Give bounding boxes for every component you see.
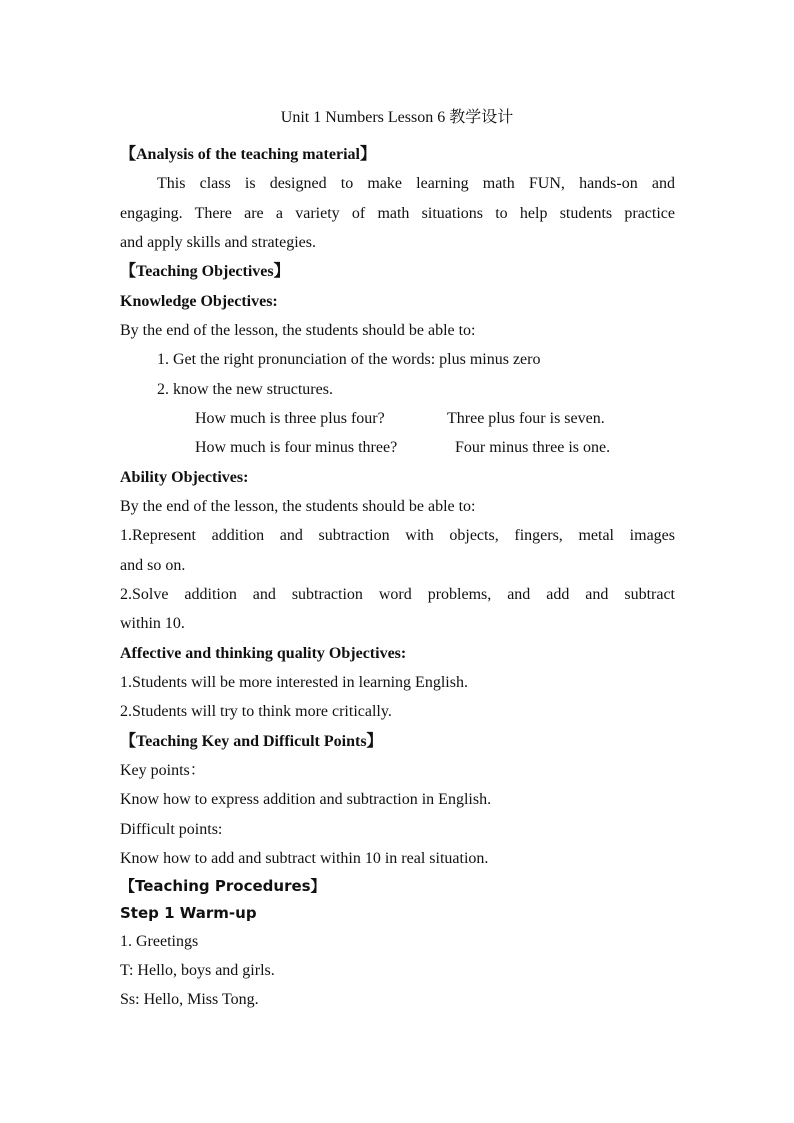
procedure-item: 1. Greetings xyxy=(120,933,199,950)
document-title: Unit 1 Numbers Lesson 6 教学设计 xyxy=(280,109,514,126)
structure-answer: Three plus four is seven. xyxy=(447,410,605,427)
objectives-heading: 【Teaching Objectives】 xyxy=(120,263,290,280)
ability-item-line: 1.Represent addition and subtraction with objects, fingers, metal images xyxy=(120,527,675,544)
knowledge-item: 1. Get the right pronunciation of the words: plus minus zero xyxy=(157,351,541,368)
analysis-paragraph-line: engaging. There are a variety of math situations to help students practice xyxy=(120,205,675,222)
dialogue-line: Ss: Hello, Miss Tong. xyxy=(120,991,259,1008)
key-points-text: Know how to express addition and subtraction in English. xyxy=(120,791,492,808)
structure-question: How much is three plus four? xyxy=(195,410,385,427)
dialogue-line: T: Hello, boys and girls. xyxy=(120,962,275,979)
difficult-points-text: Know how to add and subtract within 10 in real situation. xyxy=(120,850,489,867)
procedures-heading: 【Teaching Procedures】 xyxy=(120,877,326,895)
key-points-label: Key points： xyxy=(120,762,206,779)
affective-item: 1.Students will be more interested in learning English. xyxy=(120,674,468,691)
step-heading: Step 1 Warm-up xyxy=(120,904,257,922)
affective-item: 2.Students will try to think more critically. xyxy=(120,703,392,720)
ability-objectives-heading: Ability Objectives: xyxy=(120,469,249,486)
analysis-paragraph-line: and apply skills and strategies. xyxy=(120,234,316,251)
ability-item-line: and so on. xyxy=(120,557,186,574)
ability-item-line: within 10. xyxy=(120,615,185,632)
structure-example-row xyxy=(195,438,675,458)
structure-example-row xyxy=(195,409,675,429)
ability-intro: By the end of the lesson, the students should be able to: xyxy=(120,498,476,515)
affective-objectives-heading: Affective and thinking quality Objectives: xyxy=(120,645,407,662)
structure-answer: Four minus three is one. xyxy=(455,439,611,456)
knowledge-objectives-heading: Knowledge Objectives: xyxy=(120,293,278,310)
knowledge-item: 2. know the new structures. xyxy=(157,381,333,398)
key-points-heading: 【Teaching Key and Difficult Points】 xyxy=(120,733,383,750)
difficult-points-label: Difficult points: xyxy=(120,821,223,838)
structure-question: How much is four minus three? xyxy=(195,439,398,456)
analysis-paragraph-line: This class is designed to make learning math FUN, hands-on and xyxy=(157,175,675,192)
ability-item-line: 2.Solve addition and subtraction word problems, and add and subtract xyxy=(120,586,675,603)
analysis-heading: 【Analysis of the teaching material】 xyxy=(120,146,376,163)
knowledge-intro: By the end of the lesson, the students should be able to: xyxy=(120,322,476,339)
